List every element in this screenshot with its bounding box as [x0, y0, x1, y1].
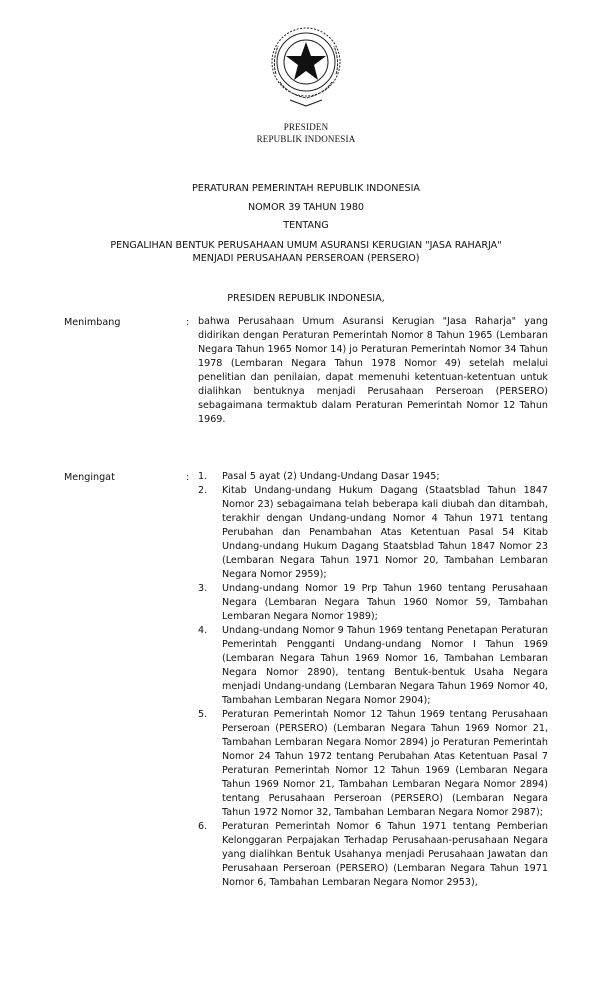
list-number: 1.	[198, 471, 208, 482]
list-number: 6.	[198, 821, 208, 832]
list-text: Undang-undang Nomor 19 Prp Tahun 1960 tentang Perusahaan Negara (Lembaran Negara Tahun 1960 Nomor 59, Tambahan Lembaran Negara Nomor 1989);	[222, 583, 548, 622]
menimbang-label: Menimbang	[64, 317, 121, 328]
list-number: 5.	[198, 709, 208, 720]
list-item	[198, 470, 548, 484]
list-text: Undang-undang Nomor 9 Tahun 1969 tentang Penetapan Peraturan Pemerintah Pengganti Undang-undang Nomor I Tahun 1969 (Lembaran Negara Tahun 1969 Nomor 16, Tambahan Lembaran Negara Nomor 2890), tentang Bentuk-bentuk Usaha Negara menjadi Undang-undang (Lembaran Negara Tahun 1969 Nomor 40, Tambahan Lembaran Negara Nomor 2904);	[222, 625, 548, 706]
list-text: Peraturan Pemerintah Nomor 6 Tahun 1971 tentang Pemberian Kelonggaran Perpajakan Terhadap Perusahaan-perusahaan Negara yang dialihkan Bentuk Usahanya menjadi Perusahaan Jawatan dan Perusahaan Perseroan (PERSERO) (Lembaran Negara Tahun 1971 Nomor 6, Tambahan Lembaran Negara Nomor 2953),	[222, 821, 548, 888]
list-number: 2.	[198, 485, 208, 496]
document-number: NOMOR 39 TAHUN 1980	[247, 202, 365, 213]
document-subject-line2: MENJADI PERUSAHAAN PERSEROAN (PERSERO)	[192, 253, 420, 264]
list-number: 3.	[198, 583, 208, 594]
mengingat-colon: :	[186, 472, 190, 483]
menimbang-text: bahwa Perusahaan Umum Asuransi Kerugian "Jasa Raharja" yang didirikan dengan Peraturan Pemerintah Nomor 8 Tahun 1965 (Lembaran Negara Tahun 1965 Nomor 14) jo Peraturan Pemerintah Nomor 34 Tahun 1978 (Lembaran Negara Tahun 1978 Nomor 49) setelah melalui penelitian dan penilaian, dapat memenuhi ketentuan-ketentuan untuk dialihkan bentuknya menjadi Perusahaan Perseroan (PERSERO) sebagaimana termaktub dalam Peraturan Pemerintah Nomor 12 Tahun 1969.	[198, 316, 548, 425]
preamble: PRESIDEN REPUBLIK INDONESIA,	[227, 293, 385, 304]
list-item	[198, 484, 548, 582]
seal-caption-presiden: PRESIDEN	[283, 122, 329, 132]
list-text: Pasal 5 ayat (2) Undang-Undang Dasar 1945;	[222, 471, 440, 482]
document-title: PERATURAN PEMERINTAH REPUBLIK INDONESIA	[192, 183, 420, 194]
seal-caption-republik: REPUBLIK INDONESIA	[256, 134, 356, 144]
list-item	[198, 582, 548, 624]
presidential-seal-emblem	[268, 24, 344, 108]
list-number: 4.	[198, 625, 208, 636]
document-tentang: TENTANG	[283, 220, 329, 231]
mengingat-list	[198, 470, 548, 890]
mengingat-label: Mengingat	[64, 472, 115, 483]
menimbang-colon: :	[186, 317, 190, 328]
list-item	[198, 708, 548, 820]
list-item	[198, 624, 548, 708]
document-subject-line1: PENGALIHAN BENTUK PERUSAHAAN UMUM ASURANSI KERUGIAN "JASA RAHARJA"	[110, 240, 502, 251]
list-text: Kitab Undang-undang Hukum Dagang (Staatsblad Tahun 1847 Nomor 23) sebagaimana telah beberapa kali diubah dan ditambah, terakhir dengan Undang-undang Nomor 4 Tahun 1971 tentang Perubahan dan Penambahan Atas Ketentuan Pasal 54 Kitab Undang-undang Hukum Dagang Staatsblad Tahun 1847 Nomor 23 (Lembaran Negara Tahun 1971 Nomor 20, Tambahan Lembaran Negara Nomor 2959);	[222, 485, 548, 580]
list-item	[198, 820, 548, 890]
list-text: Peraturan Pemerintah Nomor 12 Tahun 1969 tentang Perusahaan Perseroan (PERSERO) (Lembaran Negara Tahun 1969 Nomor 21, Tambahan Lembaran Negara Nomor 2894) jo Peraturan Pemerintah Nomor 24 Tahun 1972 tentang Perubahan Atas Ketentuan Pasal 7 Peraturan Pemerintah Nomor 12 Tahun 1969 (Lembaran Negara Tahun 1969 Nomor 21, Tambahan Lembaran Negara Nomor 2894) tentang Perusahaan Perseroan (PERSERO) (Lembaran Negara Tahun 1972 Nomor 32, Tambahan Lembaran Negara Nomor 2987);	[222, 709, 548, 818]
